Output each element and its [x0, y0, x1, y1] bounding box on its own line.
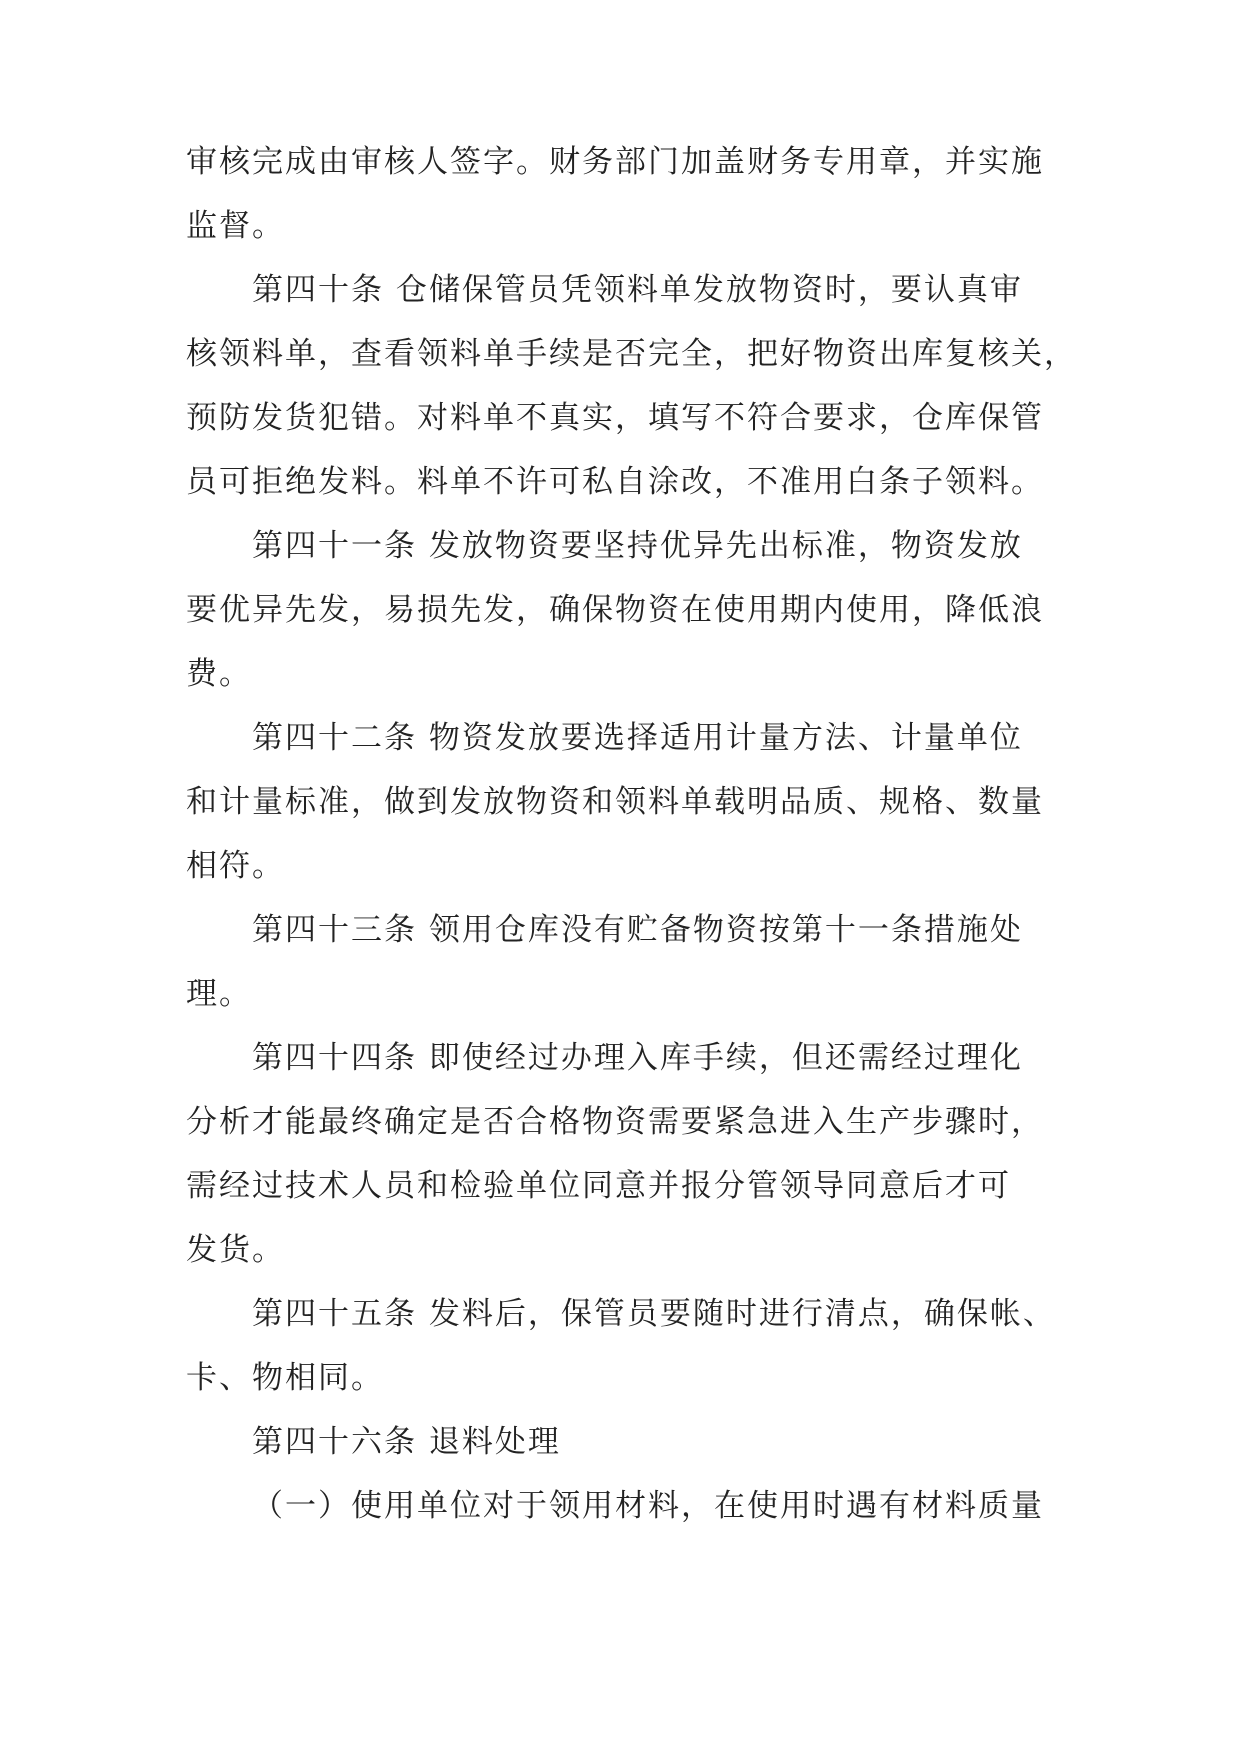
- article-42: [186, 706, 1054, 898]
- paragraph-line: 员可拒绝发料。料单不许可私自涂改，不准用白条子领料。: [186, 464, 1044, 500]
- paragraph-line: 第四十四条 即使经过办理入库手续，但还需经过理化: [252, 1040, 1023, 1076]
- paragraph-line: （一）使用单位对于领用材料，在使用时遇有材料质量: [252, 1488, 1044, 1524]
- article-46-item-1: [186, 1474, 1054, 1538]
- article-46: [186, 1410, 1054, 1474]
- document-body: [186, 130, 1077, 1538]
- article-45: [186, 1282, 1054, 1410]
- paragraph-line: 卡、物相同。: [186, 1360, 384, 1396]
- paragraph-line: 需经过技术人员和检验单位同意并报分管领导同意后才可: [186, 1168, 1011, 1204]
- paragraph-line: 和计量标准，做到发放物资和领料单载明品质、规格、数量: [186, 784, 1044, 820]
- paragraph-line: 第四十三条 领用仓库没有贮备物资按第十一条措施处: [252, 912, 1023, 948]
- paragraph-line: 费。: [186, 656, 252, 692]
- paragraph-line: 审核完成由审核人签字。财务部门加盖财务专用章，并实施: [186, 144, 1044, 180]
- paragraph-line: 预防发货犯错。对料单不真实，填写不符合要求，仓库保管: [186, 400, 1044, 436]
- article-41: [186, 514, 1054, 706]
- paragraph-line: 第四十六条 退料处理: [252, 1424, 561, 1460]
- paragraph-line: 第四十条 仓储保管员凭领料单发放物资时，要认真审: [252, 272, 1023, 308]
- paragraph-line: 理。: [186, 976, 252, 1012]
- paragraph-line: 第四十五条 发料后，保管员要随时进行清点，确保帐、: [252, 1296, 1056, 1332]
- article-44: [186, 1026, 1054, 1282]
- paragraph-line: 第四十二条 物资发放要选择适用计量方法、计量单位: [252, 720, 1023, 756]
- paragraph-line: 监督。: [186, 208, 285, 244]
- paragraph-line: 发货。: [186, 1232, 285, 1268]
- article-40: [186, 258, 1077, 514]
- paragraph-1: [186, 130, 1054, 258]
- paragraph-line: 第四十一条 发放物资要坚持优异先出标准，物资发放: [252, 528, 1023, 564]
- paragraph-line: 核领料单，查看领料单手续是否完全，把好物资出库复核关，: [186, 336, 1077, 372]
- paragraph-line: 分析才能最终确定是否合格物资需要紧急进入生产步骤时，: [186, 1104, 1044, 1140]
- article-43: [186, 898, 1054, 1026]
- paragraph-line: 要优异先发，易损先发，确保物资在使用期内使用，降低浪: [186, 592, 1044, 628]
- paragraph-line: 相符。: [186, 848, 285, 884]
